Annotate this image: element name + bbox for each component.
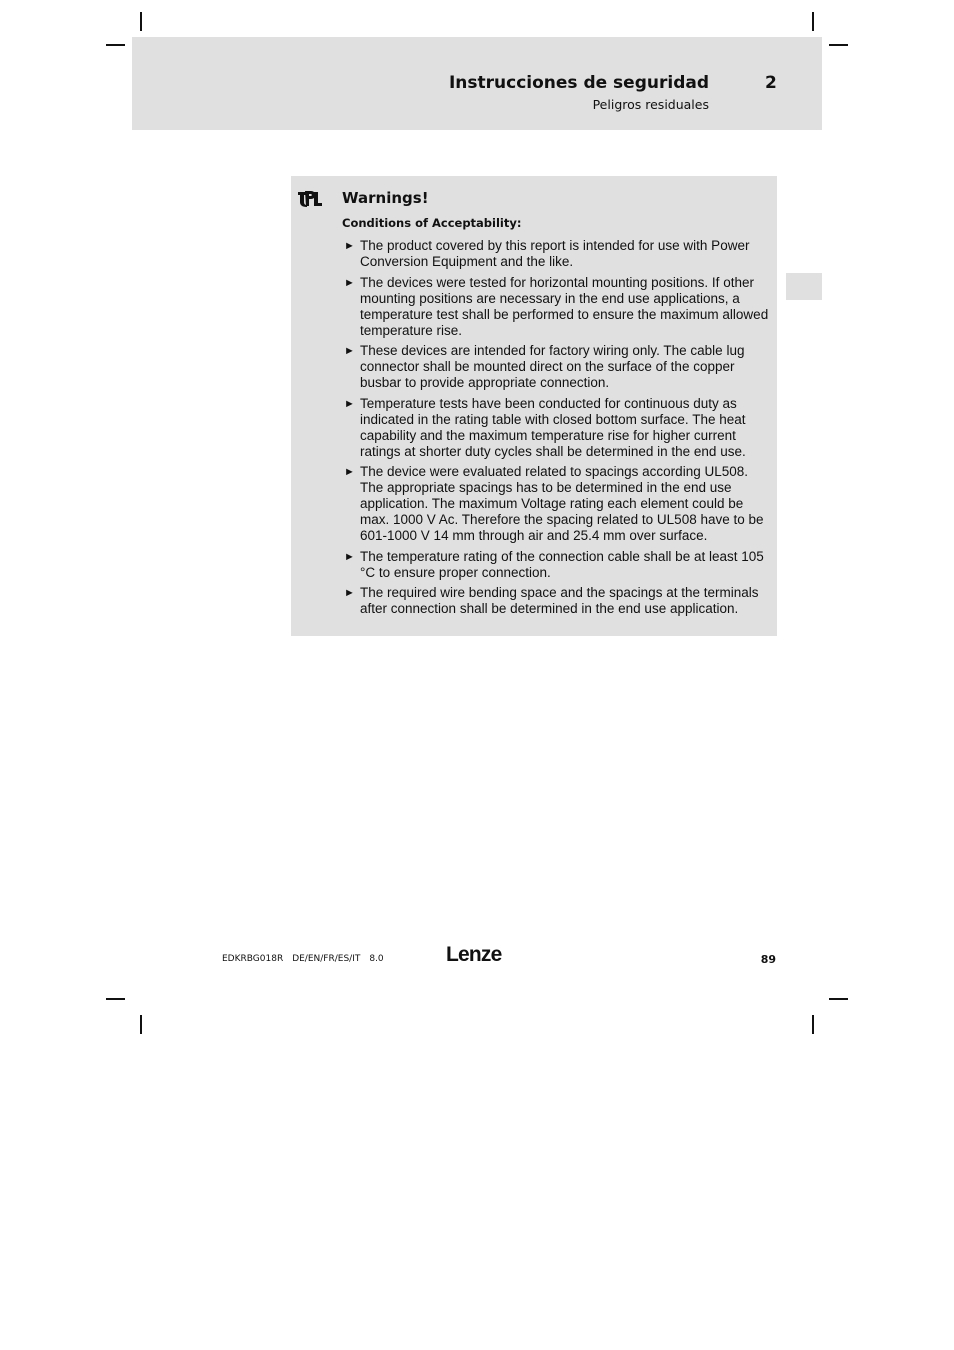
chapter-number: 2 bbox=[765, 73, 777, 93]
bullet-arrow-icon: ► bbox=[344, 276, 355, 289]
conditions-heading: Conditions of Acceptability: bbox=[342, 216, 522, 230]
list-item bbox=[342, 275, 772, 339]
bullet-arrow-icon: ► bbox=[344, 240, 355, 252]
list-item bbox=[342, 343, 772, 391]
list-item-text: Temperature tests have been conducted for continuous duty as indicated in the rating table with closed bottom surface. The heat capability and the maximum temperature rise for higher current ratings at shorter duty cycles shall be determined in the end use. bbox=[360, 395, 746, 459]
list-item bbox=[342, 464, 772, 544]
list-item-text: The required wire bending space and the spacings at the terminals after connection shall be determined in the end use application. bbox=[360, 585, 759, 616]
chapter-side-tab bbox=[786, 273, 822, 300]
crop-mark-bottom-left-horizontal bbox=[106, 998, 125, 1000]
list-item-text: The temperature rating of the connection cable shall be at least 105 °C to ensure proper connection. bbox=[360, 548, 764, 580]
section-title: Instrucciones de seguridad bbox=[448, 73, 709, 93]
bullet-arrow-icon: ► bbox=[344, 466, 355, 478]
lenze-logo: Lenze bbox=[446, 943, 502, 966]
list-item bbox=[342, 549, 772, 581]
bullet-arrow-icon: ► bbox=[344, 587, 355, 599]
crop-mark-top-right-vertical bbox=[812, 12, 814, 31]
ul-recognized-icon bbox=[297, 189, 323, 209]
crop-mark-bottom-left-vertical bbox=[140, 1015, 142, 1034]
crop-mark-bottom-right-vertical bbox=[812, 1015, 814, 1034]
list-item bbox=[342, 396, 772, 460]
crop-mark-bottom-right-horizontal bbox=[829, 998, 848, 1000]
list-item-text: The device were evaluated related to spacings according UL508. The appropriate spacings has to be determined in the end use application. The maximum Voltage rating each element could be max. 1000 V Ac. Therefore the spacing related to UL508 have to be 601-1000 V 14 mm through air and 25.4 mm over surface. bbox=[360, 464, 764, 543]
list-item bbox=[342, 585, 772, 617]
crop-mark-top-left-vertical bbox=[140, 12, 142, 31]
bullet-arrow-icon: ► bbox=[344, 550, 355, 563]
bullet-arrow-icon: ► bbox=[344, 397, 355, 410]
list-item-text: The product covered by this report is intended for use with Power Conversion Equipment and the like. bbox=[360, 238, 750, 269]
bullet-arrow-icon: ► bbox=[344, 345, 355, 357]
warning-title: Warnings! bbox=[342, 189, 429, 207]
list-item-text: These devices are intended for factory wiring only. The cable lug connector shall be mounted direct on the surface of the copper busbar to provide appropriate connection. bbox=[360, 343, 745, 390]
crop-mark-top-left-horizontal bbox=[106, 44, 125, 46]
conditions-list bbox=[342, 238, 772, 622]
list-item-text: The devices were tested for horizontal mounting positions. If other mounting positions are necessary in the end use applications, a temperature test shall be performed to ensure the maximum allowed temperature rise. bbox=[360, 274, 769, 338]
list-item bbox=[342, 238, 772, 270]
page-number: 89 bbox=[760, 953, 776, 966]
crop-mark-top-right-horizontal bbox=[829, 44, 848, 46]
document-code: EDKRBG018R DE/EN/FR/ES/IT 8.0 bbox=[222, 954, 384, 964]
section-subtitle: Peligros residuales bbox=[592, 97, 709, 112]
